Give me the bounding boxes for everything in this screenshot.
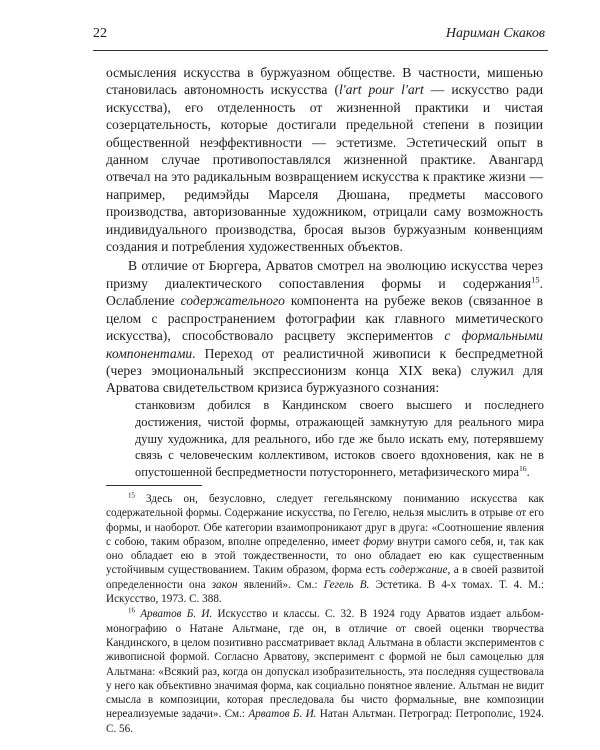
- text-run: . Ослабление: [106, 275, 543, 309]
- running-title: Нариман Скаков: [445, 26, 545, 41]
- italic-term: l'art pour l'art: [338, 82, 424, 98]
- italic-term: с формальными компонентами: [106, 328, 543, 361]
- footnote-15: [106, 492, 544, 606]
- text-run: внутри самого себя, и, так как оно обладает ею в этой тождественности, то оно обладает ею как существенным устойчивым существованием. Таким образом, форма есть: [106, 535, 544, 577]
- text-run: — искусство ради искусства), его отделенность от жизненной практики и чистая созерцательность, которые достигали предельной степени в позиции общественной неэффективности — эстетизме. Эстетический опыт в данном случае противопоставлялся жизненной практике. Авангард отвечал на это радикальным возвращением искусства к практике жизни — например, редимэйды Марселя Дюшана, предметы массового производства, авторизованные художником, отрицали саму возможность индивидуального производства, бросая вызов буржуазным конвенциям создания и потребления художественных объектов.: [106, 82, 543, 255]
- text-run: , а в своей развитой определенности она: [106, 564, 544, 591]
- footnote-rule: [106, 485, 202, 486]
- footnote-number: 16: [128, 606, 135, 615]
- text-run: Здесь он, безусловно, следует гегельянскому пониманию искусства как содержательной формы. Содержание искусства, по Гегелю, нельзя мыслить в отрыве от его формы, и наоборот. Обе категории взаимопроникают друг в друга: «Соотношение явления с собою, таким образом, вполне определенно, имеет: [106, 493, 544, 548]
- italic-author: Арватов Б. И.: [248, 708, 317, 721]
- footnote-number: 15: [128, 491, 135, 500]
- text-run: осмысления искусства в буржуазном обществе. В частности, мишенью становилась автономность искусства (: [106, 65, 543, 98]
- italic-author: Арватов Б. И.: [140, 608, 213, 621]
- footnotes: [106, 492, 544, 736]
- italic-term: закон: [211, 578, 238, 591]
- quote-end: .: [526, 465, 530, 480]
- footnote-ref-16[interactable]: 16: [518, 464, 527, 474]
- text-run: Искусство и классы. С. 32. В 1924 году Арватов издает альбом-монографию о Натане Альтмане, где он, в отличие от своей оценки творчества Кандинского, в целом позитивно рассматривает вклад Альтмана в области экспериментов с живописной формой. Согласно Арватову, эксперимент с формой не был самоцелью для Альтмана: «Всякий раз, когда он допускал изобразительность, эта последняя существовала у него как объективно значимая форма, как социально понятное явление. Альтман не видит смысла в композиции, которая преследовала бы чисто формальные, вне композиции нереализуемые задачи». См.:: [106, 608, 544, 721]
- footnote-ref-15[interactable]: 15: [531, 274, 540, 285]
- page-number: 22: [93, 26, 107, 41]
- text-run: явлений». См.:: [237, 578, 324, 591]
- text-run: Эстетика. В 4-х томах. Т. 4. М.: Искусство, 1973. С. 388.: [106, 578, 544, 606]
- quote-text: станковизм добился в Кандинском своего высшего и последнего достижения, чистой формы, отражающей замкнутую для реального мира душу художника, для реального, ибо где же было искать ему, потерявшему связь с человеческим коллективом, истоков своего вдохновения, как не в опустошенной беспредметности потустороннего, метафизического мира: [135, 398, 544, 480]
- page-header: [93, 26, 545, 46]
- italic-term: форму: [363, 535, 394, 548]
- paragraph-2: [106, 257, 543, 396]
- block-quote: [135, 397, 544, 481]
- text-run: компонента на рубеже веков (связанное в целом с распространением фотографии как главного миметического искусства), способствовало расцвету экспериментов: [106, 293, 543, 344]
- italic-term: содержательного: [180, 293, 285, 309]
- text-run: В отличие от Бюргера, Арватов смотрел на эволюцию искусства через призму диалектического сопоставления формы и содержания: [106, 258, 543, 291]
- main-text: [106, 64, 543, 397]
- paragraph-1: [106, 64, 543, 255]
- header-rule: [93, 50, 548, 51]
- text-run: Натан Альтман. Петроград: Петрополис, 1924. С. 56.: [106, 708, 544, 735]
- footnote-16: [106, 607, 544, 736]
- italic-term: содержание: [389, 564, 448, 577]
- italic-author: Гегель В.: [323, 578, 370, 591]
- text-run: . Переход от реалистичной живописи к беспредметной (через эмоциональный экспрессионизм конца XIX века) служил для Арватова свидетельством кризиса буржуазного сознания:: [106, 345, 543, 396]
